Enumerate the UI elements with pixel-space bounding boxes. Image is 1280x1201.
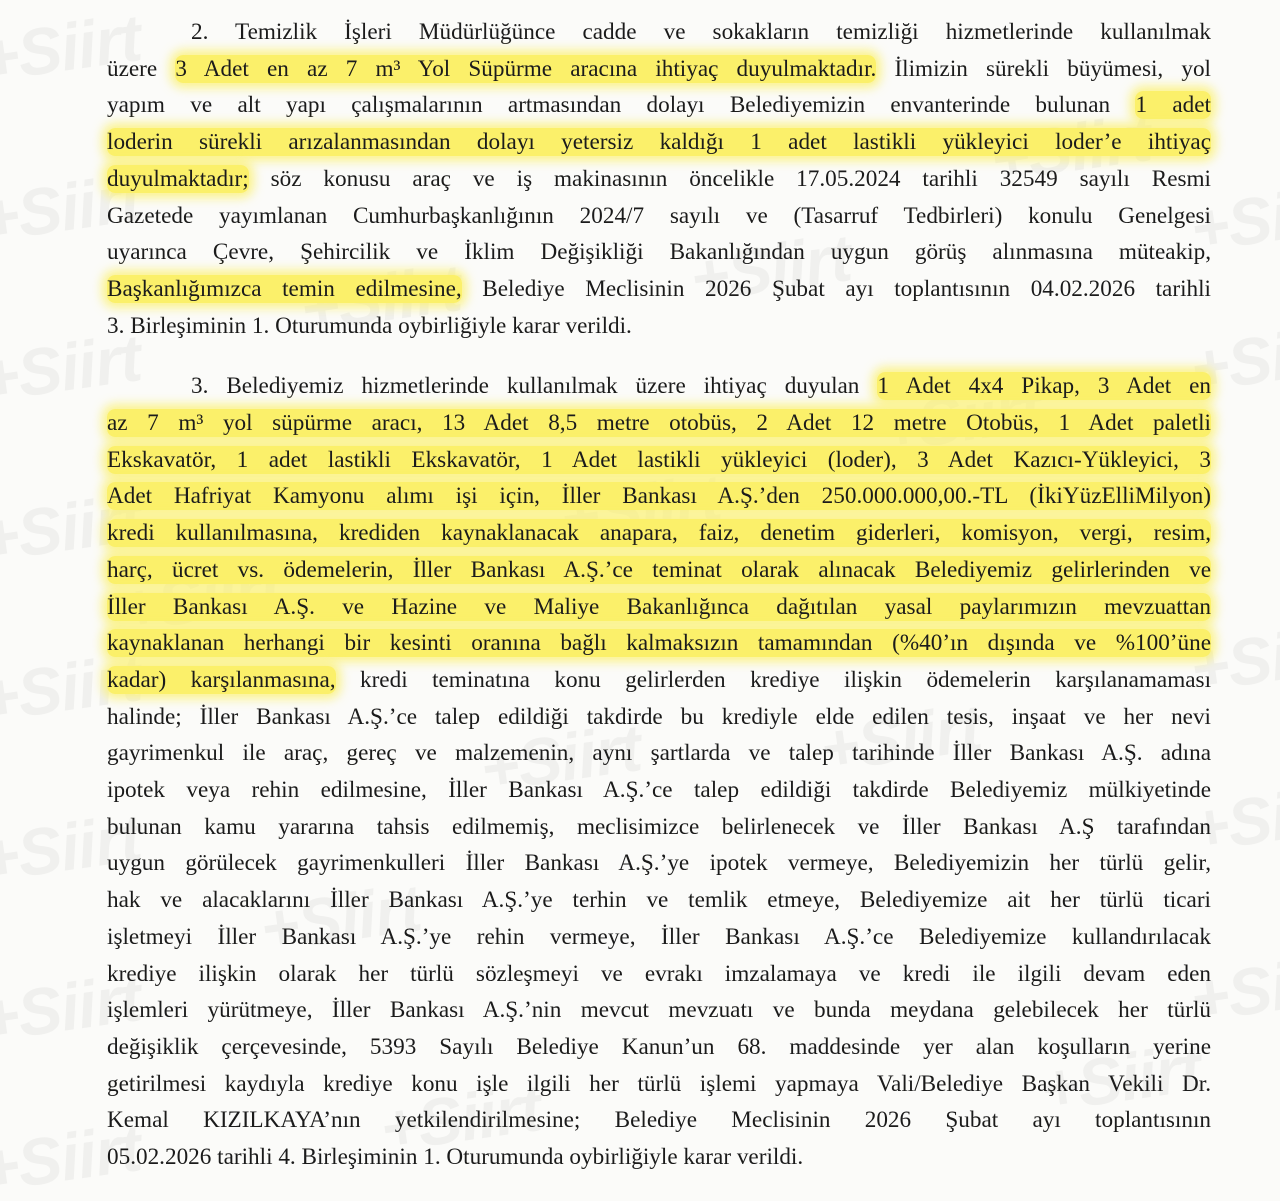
- paragraph-2: [107, 14, 1211, 344]
- text-line: [107, 772, 1211, 809]
- text-segment: uyarınca Çevre, Şehircilik ve İklim Değişikliği Bakanlığından uygun görüş alınmasına müteakip,: [107, 239, 1211, 266]
- text-line: [107, 87, 1211, 124]
- text-line: [107, 14, 1211, 51]
- text-line: [107, 271, 1211, 308]
- text-line: [107, 1029, 1211, 1066]
- text-segment: kredi teminatına konu gelirlerden krediye ilişkin ödemelerin karşılanamaması: [335, 666, 1212, 693]
- text-segment: 3. Birleşiminin 1. Oturumunda oybirliğiyle karar verildi.: [107, 312, 632, 339]
- text-segment: krediye ilişkin olarak her türlü sözleşmeyi ve evrakı imzalamaya ve kredi ile ilgili devam eden: [107, 960, 1211, 987]
- text-line: [107, 124, 1211, 161]
- text-segment: uygun görülecek gayrimenkulleri İller Bankası A.Ş.’ye ipotek vermeye, Belediyemizin her türlü gelir,: [107, 850, 1211, 877]
- highlighted-text: loderin sürekli arızalanmasından dolayı yetersiz kaldığı 1 adet lastikli yükleyici loder’e ihtiyaç: [107, 129, 1211, 156]
- text-segment: yapım ve alt yapı çalışmalarının artmasından dolayı Belediyemizin envanterinde bulunan: [107, 92, 1136, 119]
- text-segment: halinde; İller Bankası A.Ş.’ce talep edildiği takdirde bu krediyle elde edilen tesis, inşaat ve her nevi: [107, 703, 1211, 730]
- text-line: [107, 442, 1211, 479]
- text-line: [107, 234, 1211, 271]
- text-segment: değişiklik çerçevesinde, 5393 Sayılı Belediye Kanun’un 68. maddesinde yer alan koşulların yerine: [107, 1033, 1211, 1060]
- text-line: [107, 882, 1211, 919]
- text-segment: hak ve alacaklarını İller Bankası A.Ş.’ye terhin ve temlik etmeye, Belediyemize ait her türlü ticari: [107, 887, 1211, 914]
- text-line: [107, 368, 1211, 405]
- text-line: [107, 405, 1211, 442]
- text-segment: 3. Belediyemiz hizmetlerinde kullanılmak üzere ihtiyaç duyulan: [191, 373, 878, 400]
- text-line: [107, 1139, 1211, 1176]
- text-segment: getirilmesi kaydıyla krediye konu işle ilgili her türlü işlemi yapmaya Vali/Belediye Başkan Vekili Dr.: [107, 1070, 1211, 1097]
- text-line: [107, 735, 1211, 772]
- text-segment: bulunan kamu yararına tahsis edilmemiş, meclisimizce belirlenecek ve İller Bankası A.Ş tarafından: [107, 813, 1211, 840]
- text-segment: söz konusu araç ve iş makinasının öncelikle 17.05.2024 tarihli 32549 sayılı Resmi: [248, 165, 1211, 192]
- text-line: [107, 625, 1211, 662]
- text-line: [107, 992, 1211, 1029]
- text-segment: Kemal KIZILKAYA’nın yetkilendirilmesine; Belediye Meclisinin 2026 Şubat ayı toplantısının: [107, 1107, 1211, 1134]
- text-segment: 2. Temizlik İşleri Müdürlüğünce cadde ve sokakların temizliği hizmetlerinde kullanılmak: [191, 19, 1211, 45]
- text-line: [107, 956, 1211, 993]
- text-line: [107, 699, 1211, 736]
- text-line: [107, 919, 1211, 956]
- highlighted-text: Başkanlığımızca temin edilmesine,: [107, 275, 462, 302]
- text-line: [107, 308, 1211, 345]
- text-line: [107, 1066, 1211, 1103]
- text-segment: Gazetede yayımlanan Cumhurbaşkanlığının 2024/7 sayılı ve (Tasarruf Tedbirleri) konulu Genelgesi: [107, 202, 1211, 229]
- highlighted-text: 1 adet: [1135, 92, 1212, 119]
- text-line: [107, 589, 1211, 626]
- highlighted-text: duyulmaktadır;: [107, 165, 249, 192]
- text-segment: ipotek veya rehin edilmesine, İller Bankası A.Ş.’ce talep edildiği takdirde Belediyemiz mülkiyetinde: [107, 777, 1211, 804]
- text-segment: gayrimenkul ile araç, gereç ve malzemenin, aynı şartlarda ve talep tarihinde İller Bankası A.Ş. adına: [107, 740, 1211, 767]
- highlighted-text: harç, ücret vs. ödemelerin, İller Bankası A.Ş.’ce teminat olarak alınacak Belediyemiz gelirlerinden ve: [107, 556, 1211, 583]
- text-line: [107, 198, 1211, 235]
- text-line: [107, 51, 1211, 88]
- highlighted-text: 3 Adet en az 7 m³ Yol Süpürme aracına ihtiyaç duyulmaktadır.: [175, 55, 877, 82]
- text-line: [107, 1102, 1211, 1139]
- text-segment: işlemleri yürütmeye, İller Bankası A.Ş.’nin mevcut mevzuatı ve bunda meydana gelebilecek her türlü: [107, 997, 1211, 1024]
- text-line: [107, 809, 1211, 846]
- paragraph-3: [107, 368, 1211, 1175]
- text-line: [107, 515, 1211, 552]
- highlighted-text: 1 Adet 4x4 Pikap, 3 Adet en: [877, 373, 1211, 400]
- highlighted-text: Adet Hafriyat Kamyonu alımı işi için, İller Bankası A.Ş.’den 250.000.000,00.-TL (İkiYüzElliMilyon): [107, 483, 1211, 510]
- highlighted-text: kadar) karşılanmasına,: [107, 666, 336, 693]
- text-segment: işletmeyi İller Bankası A.Ş.’ye rehin vermeye, İller Bankası A.Ş.’ce Belediyemize kullandırılacak: [107, 923, 1211, 950]
- highlighted-text: Ekskavatör, 1 adet lastikli Ekskavatör, 1 Adet lastikli yükleyici (loder), 3 Adet Kazıcı-Yükleyici, 3: [107, 446, 1211, 473]
- text-segment: üzere: [107, 55, 176, 82]
- highlighted-text: kredi kullanılmasına, krediden kaynaklanacak anapara, faiz, denetim giderleri, komisyon, vergi, resim,: [107, 520, 1211, 547]
- highlighted-text: İller Bankası A.Ş. ve Hazine ve Maliye Bakanlığınca dağıtılan yasal paylarımızın mevzuattan: [107, 593, 1211, 620]
- text-line: [107, 161, 1211, 198]
- highlighted-text: kaynaklanan herhangi bir kesinti oranına bağlı kalmaksızın tamamından (%40’ın dışında ve %100’üne: [107, 630, 1211, 657]
- highlighted-text: az 7 m³ yol süpürme aracı, 13 Adet 8,5 metre otobüs, 2 Adet 12 metre Otobüs, 1 Adet paletli: [107, 410, 1211, 437]
- text-segment: Belediye Meclisinin 2026 Şubat ayı toplantısının 04.02.2026 tarihli: [461, 275, 1211, 302]
- text-line: [107, 662, 1211, 699]
- text-segment: 05.02.2026 tarihli 4. Birleşiminin 1. Oturumunda oybirliğiyle karar verildi.: [107, 1144, 804, 1171]
- text-line: [107, 845, 1211, 882]
- document-page: [107, 14, 1211, 1176]
- text-segment: İlimizin sürekli büyümesi, yol: [876, 55, 1211, 82]
- text-line: [107, 552, 1211, 589]
- text-line: [107, 478, 1211, 515]
